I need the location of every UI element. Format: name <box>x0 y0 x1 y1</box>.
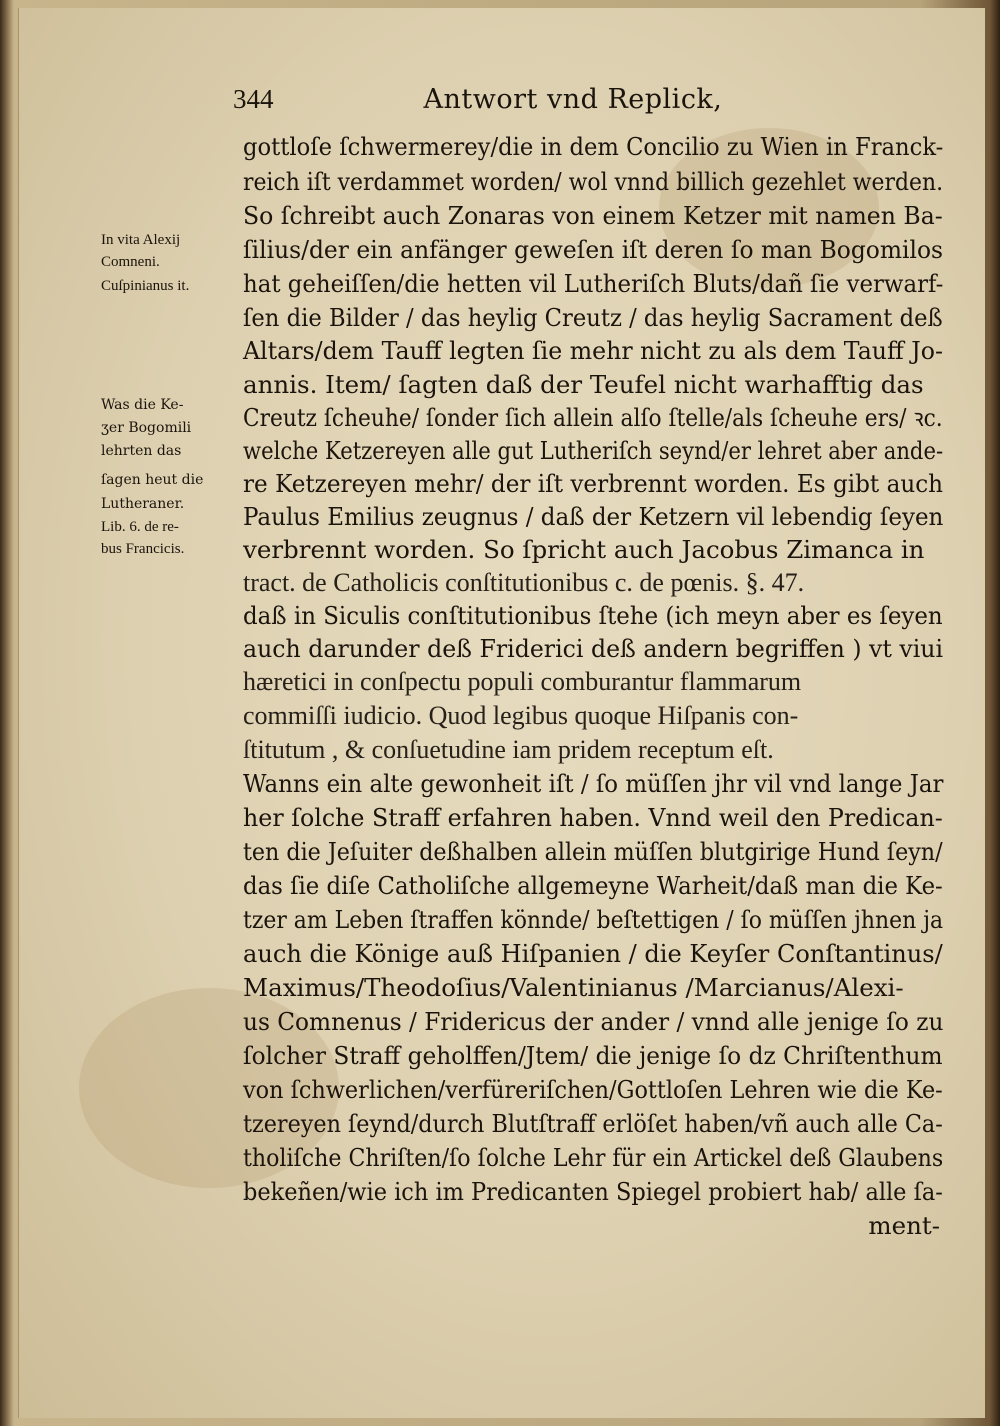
margin-note: ʒer Bogomili <box>101 420 192 436</box>
body-line: verbrennt worden. So ſpricht auch Jacobus Zimanca in <box>243 535 925 564</box>
body-line: auch darunder deß Friderici deß andern begriffen ) vt viui <box>243 634 944 663</box>
body-line: re Ketzereyen mehr/ der iſt verbrennt worden. Es gibt auch <box>243 469 944 498</box>
page-number: 344 <box>233 84 274 114</box>
body-line: daß in Siculis conſtitutionibus ſtehe (ich meyn aber es ſeyen <box>243 601 943 630</box>
body-line: tzer am Leben ſtraffen könnde/ beſtettigen / ſo müſſen jhnen ja <box>243 905 944 934</box>
body-line: annis. Item/ ſagten daß der Teufel nicht warhafftig das <box>243 370 924 399</box>
body-line: hat geheiſſen/die hetten vil Lutheriſch Bluts/dañ ſie verwarf- <box>243 269 944 298</box>
margin-note: ſagen heut die <box>101 472 204 488</box>
body-line: Paulus Emilius zeugnus / daß der Ketzern vil lebendig ſeyen <box>243 502 944 531</box>
body-line: reich iſt verdammet worden/ wol vnnd billich gezehlet werden. <box>243 167 944 196</box>
body-line: her ſolche Straff erfahren haben. Vnnd weil den Predican- <box>243 803 943 832</box>
body-line: ten die Jeſuiter deßhalben allein müſſen blutgirige Hund ſeyn/ <box>243 837 943 866</box>
margin-note: Was die Ke- <box>101 397 184 413</box>
body-line: ſtitutum , & conſuetudine iam pridem receptum eſt. <box>243 735 774 764</box>
body-line: Maximus/Theodoſius/Valentinianus /Marcianus/Alexi- <box>243 973 904 1002</box>
body-line: ſilius/der ein anfänger geweſen iſt deren ſo man Bogomilos <box>243 235 944 264</box>
body-line: Altars/dem Tauff legten ſie mehr nicht zu als dem Tauff Jo- <box>243 336 943 365</box>
body-line: das ſie diſe Catholiſche allgemeyne Warheit/daß man die Ke- <box>243 871 943 900</box>
body-line: Wanns ein alte gewonheit iſt / ſo müſſen jhr vil vnd lange Jar <box>243 769 944 798</box>
margin-note: In vita Alexij <box>101 232 181 248</box>
margin-note: Lutheraner. <box>101 496 185 512</box>
margin-note: bus Francicis. <box>101 541 185 557</box>
margin-note: Comneni. <box>101 254 160 270</box>
body-line: gottloſe ſchwermerey/die in dem Concilio zu Wien in Franck- <box>243 132 944 161</box>
body-line: bekeñen/wie ich im Predicanten Spiegel probiert hab/ alle ſa- <box>243 1177 943 1206</box>
body-line: ſolcher Straff geholffen/Jtem/ die jenige ſo dz Chriſtenthum <box>243 1041 943 1070</box>
body-line: tholiſche Chriſten/ſo ſolche Lehr für ein Artickel deß Glaubens <box>243 1143 944 1172</box>
body-line: tzereyen ſeynd/durch Blutſtraff erlöſet haben/vñ auch alle Ca- <box>243 1109 943 1138</box>
body-line: ſen die Bilder / das heylig Creutz / das heylig Sacrament deß <box>243 303 943 332</box>
body-line: tract. de Catholicis conſtitutionibus c. de pœnis. §. 47. <box>243 568 805 597</box>
running-title: Antwort vnd Replick, <box>423 84 723 115</box>
body-line: auch die Könige auß Hiſpanien / die Keyſer Conſtantinus/ <box>243 939 943 968</box>
body-line: us Comnenus / Fridericus der ander / vnnd alle jenige ſo zu <box>243 1007 944 1036</box>
margin-note: Lib. 6. de re- <box>101 519 179 535</box>
running-header <box>233 84 722 118</box>
margin-note: Cuſpinianus it. <box>101 278 190 294</box>
margin-note: lehrten das <box>101 443 182 459</box>
catchword: ment- <box>868 1211 940 1240</box>
body-line: hæretici in conſpectu populi comburantur flammarum <box>243 667 802 696</box>
body-line: von ſchwerlichen/verfüreriſchen/Gottloſen Lehren wie die Ke- <box>243 1075 943 1104</box>
body-line: welche Ketzereyen alle gut Lutheriſch seynd/er lehret aber ande- <box>243 436 944 465</box>
body-line: So ſchreibt auch Zonaras von einem Ketzer mit namen Ba- <box>243 201 943 230</box>
body-line: Creutz ſcheuhe/ ſonder ſich allein alſo ſtelle/als ſcheuhe ers/ ꝛc. <box>243 403 943 432</box>
body-line: commiſſi iudicio. Quod legibus quoque Hiſpanis con- <box>243 701 799 730</box>
